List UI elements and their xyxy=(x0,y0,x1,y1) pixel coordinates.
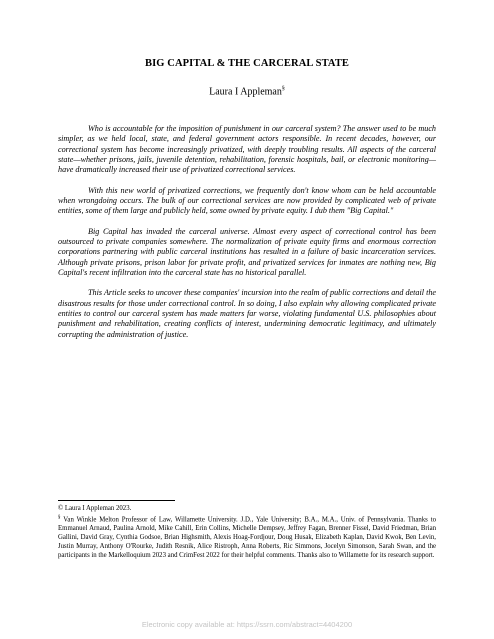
footnote-divider xyxy=(58,500,175,501)
author-line xyxy=(0,86,494,97)
abstract xyxy=(58,124,436,350)
title-part: S xyxy=(315,58,322,69)
title-part: C xyxy=(167,58,175,69)
title-part: ARCERAL xyxy=(260,58,316,69)
paper-title xyxy=(0,58,494,69)
ssrn-footer: Electronic copy available at: https://ssrn.com/abstract=4404200 xyxy=(141,620,353,629)
abstract-paragraph: With this new world of privatized corrections, we frequently don't know whom can be held accountable when wrongdoing occurs. The bulk of our correctional services are now provided by complicated web of private entities, some of them large and publicly held, some owned by private equity. I dub them "Big Capital." xyxy=(58,185,436,216)
footnote-mark: § xyxy=(58,514,61,520)
footnotes xyxy=(58,505,436,561)
abstract-paragraph: This Article seeks to uncover these companies' incursion into the realm of public corrections and detail the disastrous results for those under correctional control. In so doing, I also explain why allowing complicated private entities to control our carceral system has made matters far worse, violating fundamental U.S. philosophies about punishment and rehabilitation, creating conflicts of interest, undermining democratic legitimacy, and ultimately corrupting the administration of justice. xyxy=(58,288,436,339)
abstract-paragraph: Big Capital has invaded the carceral universe. Almost every aspect of correctional control has been outsourced to private companies somewhere. The normalization of private equity firms and enormous correction corporations partnering with public carceral institutions has resulted in a failure of basic incarceration services. Although private prisons, prison labor for private profit, and privatized services for inmates are nothing new, Big Capital's recent infiltration into the carceral state has no historical parallel. xyxy=(58,226,436,277)
abstract-paragraph: Who is accountable for the imposition of punishment in our carceral system? The answer used to be much simpler, as we held local, state, and federal government actors responsible. In recent decades, however, our correctional system has become increasingly privatized, with deeply troubling results. All aspects of the carceral state—whether prisons, jails, juvenile detention, rehabilitation, forensic hospitals, bail, or electronic monitoring—have dramatically increased their use of privatized correctional services. xyxy=(58,124,436,175)
copyright-note: © Laura I Appleman 2023. xyxy=(58,505,132,512)
title-part: APITAL & THE xyxy=(174,58,254,69)
author-bio-note xyxy=(58,514,436,561)
author-name: Laura I Appleman xyxy=(209,86,282,98)
title-part: TATE xyxy=(321,58,350,69)
title-part: IG xyxy=(152,58,168,69)
author-footnote-mark: § xyxy=(281,86,285,92)
author-bio-text: Van Winkle Melton Professor of Law, Willamette University. J.D., Yale University; B.A., M.A., Univ. of Pennsylvania. Thanks to Emmanuel Arnaud, Paulina Arnold, Mike Cahill, Erin Collins, Michelle Dempsey, Jeffrey Fagan, Brenner Fissel, David Friedman, Brian Gallini, David Gray, Cynthia Godsoe, Brian Highsmith, Alexis Hoag-Fordjour, Doug Husak, Elizabeth Kaplan, David Kwok, Ben Levin, Justin Murray, Anthony O'Rourke, Judith Resnik, Alice Ristroph, Anna Roberts, Ric Simmons, Jocelyn Simonson, Sarah Swan, and the participants in the Markelloquium 2023 and CrimFest 2022 for their helpful comments. Thanks also to Willamette for its research support. xyxy=(58,516,436,559)
title-part: C xyxy=(253,58,261,69)
title-part: B xyxy=(144,58,153,69)
